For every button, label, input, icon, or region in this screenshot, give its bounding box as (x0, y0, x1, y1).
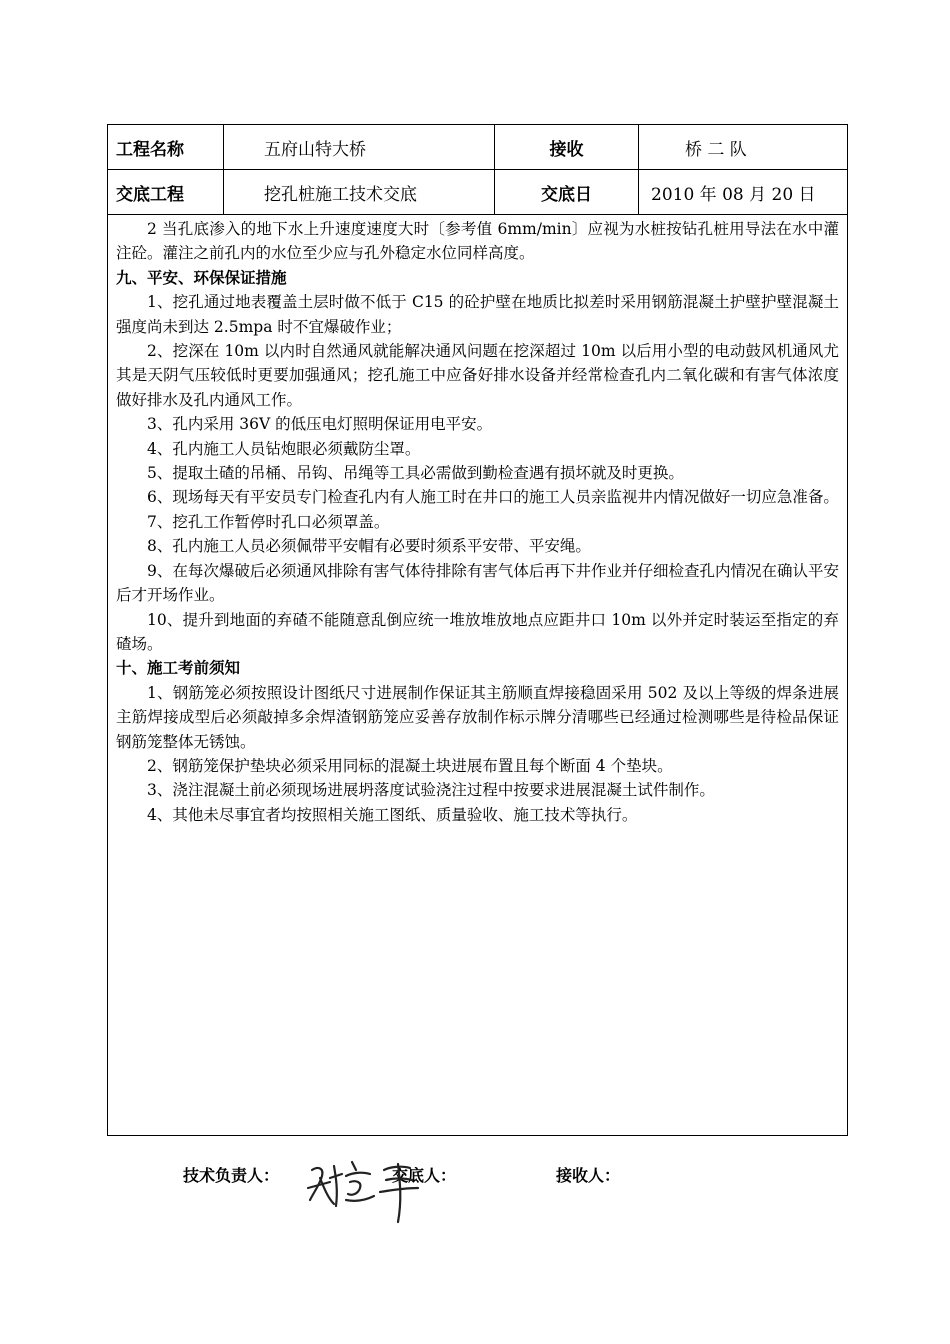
signature-row (0, 1163, 950, 1193)
section-9-title: 九、平安、环保保证措施 (116, 268, 287, 287)
section-9-item: 4、孔内施工人员钻炮眼必须戴防尘罩。 (147, 439, 421, 458)
section-10-item: 1、钢筋笼必须按照设计图纸尺寸进展制作保证其主筋顺直焊接稳固采用 502 及以上等级的焊条进展主筋焊接成型后必须敲掉多余焊渣钢筋笼应妥善存放制作标示牌分清哪些已经通过检测哪些是待检品保证钢筋笼整体无锈蚀。 (116, 683, 839, 751)
discloser-label: 交底人： (392, 1166, 457, 1185)
disclosure-date-value: 2010 年 08 月 20 日 (651, 184, 816, 205)
tech-lead-label: 技术负责人： (183, 1166, 280, 1185)
section-9-item: 3、孔内采用 36V 的低压电灯照明保证用电平安。 (147, 415, 493, 434)
section-9-item: 7、挖孔工作暂停时孔口必须罩盖。 (147, 512, 390, 531)
header-row-2 (108, 170, 847, 215)
intro-paragraph: 2 当孔底渗入的地下水上升速度速度大时〔参考值 6mm/min〕应视为水桩按钻孔桩用导法在水中灌注砼。灌注之前孔内的水位至少应与孔外稳定水位同样高度。 (116, 220, 839, 263)
section-10-title: 十、施工考前须知 (116, 659, 241, 678)
disclosure-project-label: 交底工程 (108, 170, 224, 214)
section-9-item: 5、提取土碴的吊桶、吊钩、吊绳等工具必需做到勤检查遇有损坏就及时更换。 (147, 464, 684, 483)
disclosure-project-value: 挖孔桩施工技术交底 (224, 170, 495, 214)
section-10-item: 3、浇注混凝土前必须现场进展坍落度试验浇注过程中按要求进展混凝土试件制作。 (147, 781, 715, 800)
receiver-sign-label: 接收人： (556, 1166, 621, 1185)
section-9-item: 2、挖深在 10m 以内时自然通风就能解决通风问题在挖深超过 10m 以后用小型的电动鼓风机通风尤其是天阴气压较低时更要加强通风；挖孔施工中应备好排水设备并经常检查孔内二氧化碳和有害气体浓度做好排水及孔内通风工作。 (116, 342, 839, 409)
project-name-label: 工程名称 (108, 125, 224, 169)
disclosure-form (107, 124, 848, 1136)
section-9-item: 9、在每次爆破后必须通风排除有害气体待排除有害气体后再下井作业并仔细检查孔内情况在确认平安后才开场作业。 (116, 561, 839, 605)
section-10-item: 4、其他未尽事宜者均按照相关施工图纸、质量验收、施工技术等执行。 (147, 805, 638, 824)
section-9-item: 1、挖孔通过地表覆盖土层时做不低于 C15 的砼护壁在地质比拟差时采用钢筋混凝土护壁护壁混凝土强度尚未到达 2.5mpa 时不宜爆破作业； (116, 293, 839, 336)
receiver-label: 接收 (495, 125, 639, 169)
section-9-item: 10、提升到地面的弃碴不能随意乱倒应统一堆放堆放地点应距井口 10m 以外并定时装运至指定的弃碴场。 (116, 610, 839, 653)
project-name-value: 五府山特大桥 (224, 125, 495, 169)
disclosure-content (108, 215, 847, 827)
receiver-value: 桥 二 队 (685, 139, 747, 160)
section-9-item: 8、孔内施工人员必须佩带平安帽有必要时须系平安带、平安绳。 (147, 537, 591, 556)
section-9-item: 6、现场每天有平安员专门检查孔内有人施工时在井口的施工人员亲监视井内情况做好一切应急准备。 (147, 488, 839, 507)
disclosure-date-label: 交底日 (495, 170, 639, 214)
handwritten-signature (300, 1148, 430, 1228)
header-row-1 (108, 125, 847, 170)
section-10-item: 2、钢筋笼保护垫块必须采用同标的混凝土块进展布置且每个断面 4 个垫块。 (147, 756, 673, 775)
